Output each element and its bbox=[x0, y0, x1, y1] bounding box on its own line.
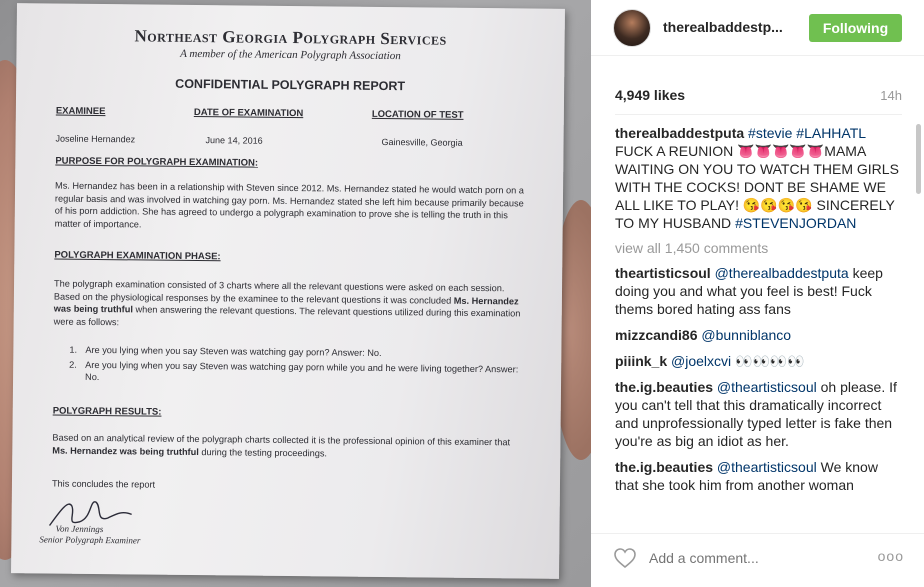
doc-question: 1. Are you lying when you say Steven was watching gay porn? Answer: No. bbox=[69, 344, 382, 358]
following-button[interactable]: Following bbox=[809, 14, 902, 42]
doc-purpose-text: Ms. Hernandez has been in a relationship with Steven since 2012. Ms. Hernandez stated he would watch porn on a regular basis and was involved in watching gay porn. Ms. Hernandez stated she left him because primarily because of his porn addiction. She has agreed to undergo a polygraph examination to prove she is telling the truth in this matter of importance. bbox=[54, 180, 524, 229]
comment-mention[interactable]: @joelxcvi bbox=[671, 353, 732, 369]
doc-value-examinee: Joseline Hernandez bbox=[55, 133, 136, 145]
post-username[interactable]: therealbaddestp... bbox=[663, 19, 783, 35]
doc-title: CONFIDENTIAL POLYGRAPH REPORT bbox=[175, 76, 406, 94]
add-comment-bar bbox=[591, 533, 924, 587]
doc-header-date: DATE OF EXAMINATION bbox=[193, 107, 304, 120]
doc-phase-text: The polygraph examination consisted of 3 charts where all the relevant questions were asked on each session. Based on the physiological responses by the examinee to the relevant questions it was concluded Ms. Hernandez was being truthful when answering the relevant questions. The relevant questions utilized during this examination were as follows: bbox=[53, 278, 521, 327]
doc-signer-name: Von Jennings bbox=[55, 523, 104, 535]
polygraph-report-paper bbox=[11, 3, 565, 579]
comment-text: We know that she took him from another woman bbox=[615, 459, 878, 493]
post-header bbox=[591, 0, 924, 56]
caption-tags[interactable]: #stevie #LAHHATL bbox=[748, 125, 866, 141]
caption bbox=[615, 124, 905, 232]
doc-question: 2. Are you lying when you say Steven was watching gay porn while you and he were living together? Answer: No. bbox=[69, 359, 519, 383]
doc-question-list bbox=[69, 344, 519, 390]
comment-username[interactable]: theartisticsoul bbox=[615, 265, 711, 281]
avatar[interactable] bbox=[613, 9, 651, 47]
list-item bbox=[615, 352, 905, 370]
comment-text: oh please. If you can't tell that this dramatically incorrect and unprofessionally typed letter is fake then you're as big an idiot as her. bbox=[615, 379, 897, 449]
post-age[interactable]: 14h bbox=[880, 88, 902, 103]
view-all-comments-link[interactable]: view all 1,450 comments bbox=[615, 240, 769, 256]
list-item bbox=[615, 326, 905, 344]
doc-company-name: Northeast Georgia Polygraph Services bbox=[134, 26, 447, 49]
comments-list[interactable] bbox=[615, 124, 905, 528]
caption-username[interactable]: therealbaddestputa bbox=[615, 125, 745, 141]
comment-mention[interactable]: @theartisticsoul bbox=[716, 379, 817, 395]
caption-hashtag[interactable]: #STEVENJORDAN bbox=[735, 215, 857, 231]
divider bbox=[615, 114, 902, 115]
comment-username[interactable]: mizzcandi86 bbox=[615, 327, 698, 343]
doc-member-line: A member of the American Polygraph Association bbox=[180, 47, 401, 63]
comment-mention[interactable]: @theartisticsoul bbox=[716, 459, 817, 475]
comment-text: 👀👀👀👀 bbox=[731, 353, 805, 369]
comment-mention[interactable]: @bunniblanco bbox=[701, 327, 792, 343]
doc-header-examinee: EXAMINEE bbox=[55, 105, 106, 118]
doc-header-location: LOCATION OF TEST bbox=[371, 108, 464, 121]
doc-results-text: Based on an analytical review of the polygraph charts collected it is the professional opinion of this examiner that Ms. Hernandez was being truthful during the testing proceedings. bbox=[52, 432, 511, 458]
doc-value-date: June 14, 2016 bbox=[205, 135, 263, 146]
doc-value-location: Gainesville, Georgia bbox=[381, 136, 463, 148]
post-side-panel bbox=[591, 0, 924, 587]
likes-count[interactable]: 4,949 likes bbox=[615, 87, 686, 103]
doc-purpose-heading: PURPOSE FOR POLYGRAPH EXAMINATION: bbox=[55, 155, 259, 169]
heart-icon[interactable] bbox=[613, 546, 637, 570]
list-item bbox=[615, 458, 905, 494]
doc-phase-heading: POLYGRAPH EXAMINATION PHASE: bbox=[54, 249, 221, 263]
comment-mention[interactable]: @therealbaddestputa bbox=[714, 265, 849, 281]
list-item bbox=[615, 264, 905, 318]
doc-results-heading: POLYGRAPH RESULTS: bbox=[52, 405, 162, 418]
add-comment-input[interactable] bbox=[649, 546, 849, 570]
comment-username[interactable]: piiink_k bbox=[615, 353, 668, 369]
caption-text: FUCK A REUNION 👅👅👅👅👅MAMA WAITING ON YOU TO WATCH THEM GIRLS WITH THE COCKS! DONT BE SHAME WE ALL LIKE TO PLAY! 😘😘😘😘 SINCERELY TO MY HUSBAND bbox=[615, 143, 899, 231]
comments-scrollbar[interactable] bbox=[916, 124, 921, 194]
comment-username[interactable]: the.ig.beauties bbox=[615, 459, 714, 475]
more-options-icon[interactable]: ooo bbox=[877, 548, 904, 564]
doc-concludes: This concludes the report bbox=[51, 478, 156, 490]
comment-text: keep doing you and what you feel is best! Fuck thems bored hating ass fans bbox=[615, 265, 883, 317]
doc-signer-role: Senior Polygraph Examiner bbox=[39, 534, 141, 546]
comment-username[interactable]: the.ig.beauties bbox=[615, 379, 714, 395]
list-item bbox=[615, 378, 905, 450]
